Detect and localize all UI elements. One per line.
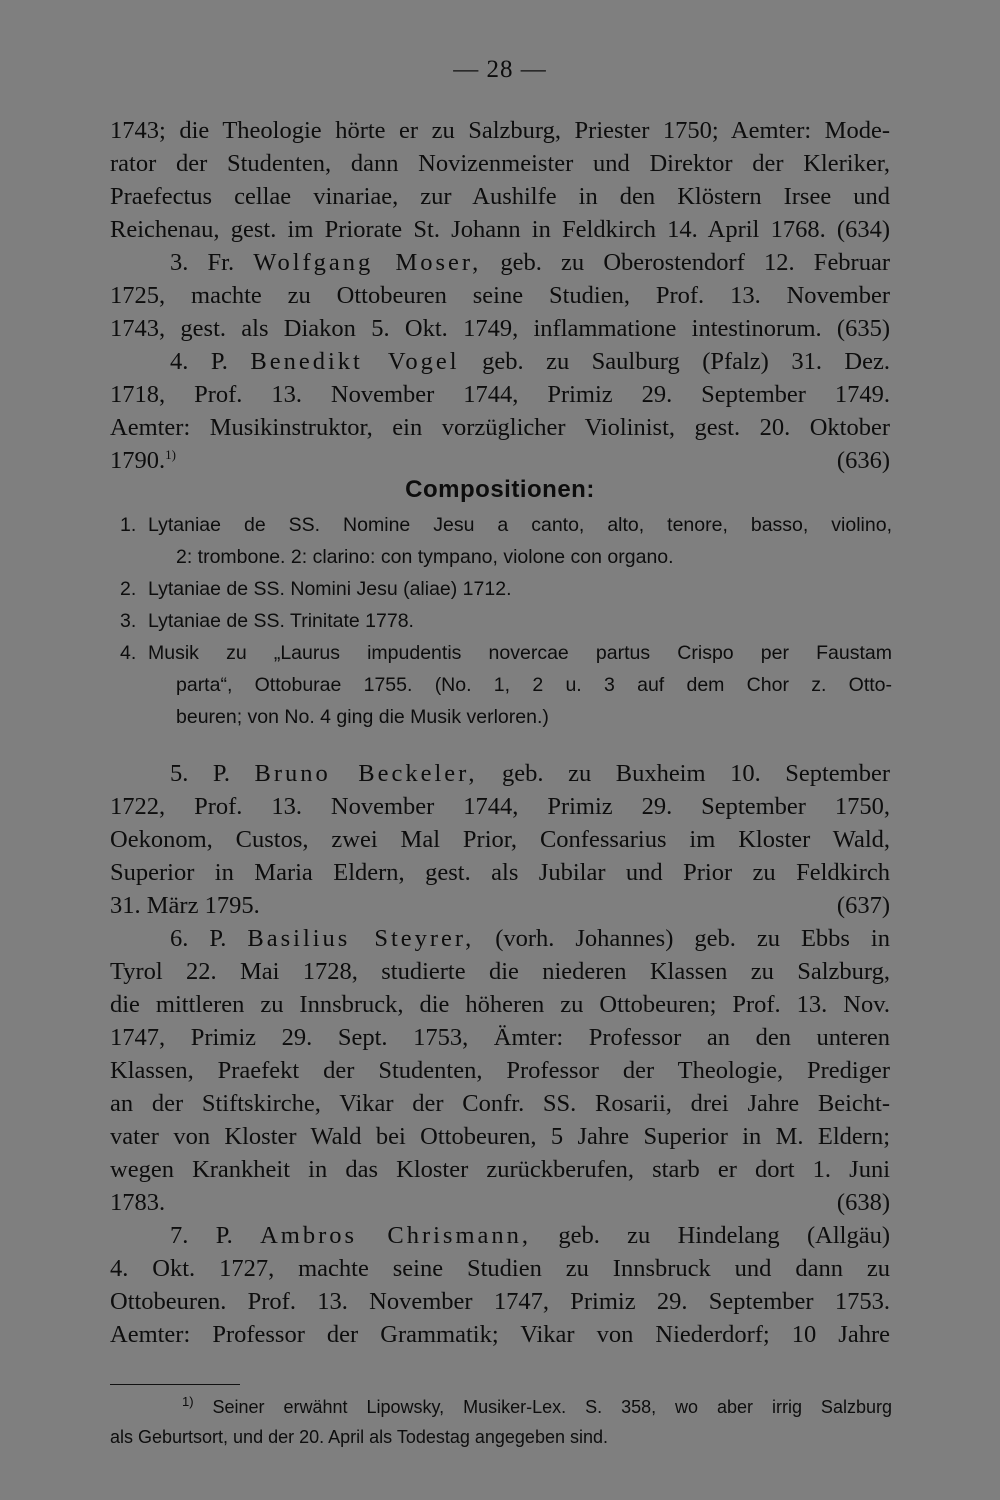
list-item-continuation: parta“, Ottoburae 1755. (No. 1, 2 u. 3 auf dem Chor z. Otto-: [176, 674, 892, 696]
text-line: 1743; die Theologie hörte er zu Salzburg, Priester 1750; Aemter: Mode-: [110, 117, 890, 144]
entry-ref-number: (637): [836, 892, 890, 919]
entry-text: geb. zu Oberostendorf 12. Februar: [500, 249, 891, 276]
entry-4-last-line: [110, 444, 890, 477]
text-line: wegen Krankheit in das Kloster zurückberufen, starb er dort 1. Juni: [110, 1156, 890, 1183]
entry-text: 31. März 1795.: [110, 892, 260, 919]
list-number: 1.: [120, 514, 137, 536]
text-line: 1747, Primiz 29. Sept. 1753, Ämter: Professor an den unteren: [110, 1024, 890, 1051]
list-item: [120, 637, 892, 669]
entry-text: geb. zu Buxheim 10. September: [502, 760, 891, 787]
footnote-divider: [110, 1384, 240, 1385]
footnote-line: [110, 1392, 892, 1422]
text-line: Aemter: Musikinstruktor, ein vorzüglicher Violinist, gest. 20. Oktober: [110, 414, 890, 441]
entry-name: Benedikt Vogel: [250, 348, 460, 375]
entry-text: geb. zu Saulburg (Pfalz) 31. Dez.: [482, 348, 891, 375]
compositions-heading: Compositionen:: [405, 476, 595, 503]
biography-block-bottom: [110, 757, 890, 1351]
text-line: 1718, Prof. 13. November 1744, Primiz 29. September 1749.: [110, 381, 890, 408]
text-line: Reichenau, gest. im Priorate St. Johann in Feldkirch 14. April 1768. (634): [110, 216, 890, 243]
text-line: rator der Studenten, dann Novizenmeister und Direktor der Kleriker,: [110, 150, 890, 177]
list-number: 4.: [120, 642, 137, 664]
text-line: Praefectus cellae vinariae, zur Aushilfe in den Klöstern Irsee und: [110, 183, 890, 210]
text-line: Klassen, Praefekt der Studenten, Professor der Theologie, Prediger: [110, 1057, 890, 1084]
text-line: Ottobeuren. Prof. 13. November 1747, Primiz 29. September 1753.: [110, 1288, 890, 1315]
entry-number: 7. P.: [170, 1222, 233, 1249]
footnote-reference: 1): [165, 446, 176, 462]
entry-number: 6. P.: [170, 925, 227, 952]
footnote-mark: 1): [182, 1394, 194, 1409]
entry-ref-number: (638): [836, 1189, 890, 1216]
entry-text: 1783.: [110, 1189, 166, 1216]
list-item-continuation: 2: trombone. 2: clarino: con tympano, violone con organo.: [176, 546, 674, 568]
entry-name: Wolfgang Moser,: [253, 249, 482, 276]
entry-text: geb. zu Hindelang (Allgäu): [558, 1222, 890, 1249]
text-line: 4. Okt. 1727, machte seine Studien zu Innsbruck und dann zu: [110, 1255, 890, 1282]
text-line: 1722, Prof. 13. November 1744, Primiz 29. September 1750,: [110, 793, 890, 820]
list-number: 2.: [120, 578, 137, 600]
entry-name: Bruno Beckeler,: [254, 760, 478, 787]
entry-5-last-line: [110, 889, 890, 922]
entry-6-last-line: [110, 1186, 890, 1219]
entry-number: 4. P.: [170, 348, 228, 375]
text-line: Aemter: Professor der Grammatik; Vikar von Niederdorf; 10 Jahre: [110, 1321, 890, 1348]
entry-number: 3. Fr.: [170, 249, 235, 276]
entry-name: Ambros Chrismann,: [260, 1222, 531, 1249]
list-number: 3.: [120, 610, 137, 632]
text-line: Oekonom, Custos, zwei Mal Prior, Confessarius im Kloster Wald,: [110, 826, 890, 853]
entry-text: (vorh. Johannes) geb. zu Ebbs in: [495, 925, 890, 952]
entry-number: 5. P.: [170, 760, 230, 787]
compositions-list: [120, 509, 892, 733]
footnote-line: als Geburtsort, und der 20. April als Todestag angegeben sind.: [110, 1427, 608, 1447]
entry-text: 1790.: [110, 447, 166, 474]
entry-6-first-line: [110, 922, 890, 955]
entry-5-first-line: [110, 757, 890, 790]
list-item: [120, 509, 892, 541]
list-item: [120, 605, 892, 637]
entry-ref-number: (636): [836, 447, 890, 474]
text-line: die mittleren zu Innsbruck, die höheren zu Ottobeuren; Prof. 13. Nov.: [110, 991, 890, 1018]
list-text: Lytaniae de SS. Trinitate 1778.: [148, 610, 414, 632]
entry-4-first-line: [110, 345, 890, 378]
text-line: vater von Kloster Wald bei Ottobeuren, 5 Jahre Superior in M. Eldern;: [110, 1123, 890, 1150]
text-line: Tyrol 22. Mai 1728, studierte die niederen Klassen zu Salzburg,: [110, 958, 890, 985]
footnote: [110, 1392, 892, 1452]
entry-3-first-line: [110, 246, 890, 279]
text-line: an der Stiftskirche, Vikar der Confr. SS. Rosarii, drei Jahre Beicht-: [110, 1090, 890, 1117]
list-item-continuation: beuren; von No. 4 ging die Musik verloren.): [176, 706, 549, 728]
list-text: Lytaniae de SS. Nomine Jesu a canto, alto, tenore, basso, violino,: [148, 514, 892, 536]
text-line: 1743, gest. als Diakon 5. Okt. 1749, inflammatione intestinorum. (635): [110, 315, 890, 342]
entry-7-first-line: [110, 1219, 890, 1252]
footnote-text: Seiner erwähnt Lipowsky, Musiker-Lex. S. 358, wo aber irrig Salzburg: [212, 1397, 892, 1417]
entry-name: Basilius Steyrer,: [247, 925, 475, 952]
list-item: [120, 573, 892, 605]
biography-block-top: [110, 114, 890, 477]
list-text: Lytaniae de SS. Nomini Jesu (aliae) 1712.: [148, 578, 512, 600]
page-number: — 28 —: [453, 56, 547, 83]
text-line: 1725, machte zu Ottobeuren seine Studien, Prof. 13. November: [110, 282, 890, 309]
list-text: Musik zu „Laurus impudentis novercae partus Crispo per Faustam: [148, 642, 892, 664]
text-line: Superior in Maria Eldern, gest. als Jubilar und Prior zu Feldkirch: [110, 859, 890, 886]
